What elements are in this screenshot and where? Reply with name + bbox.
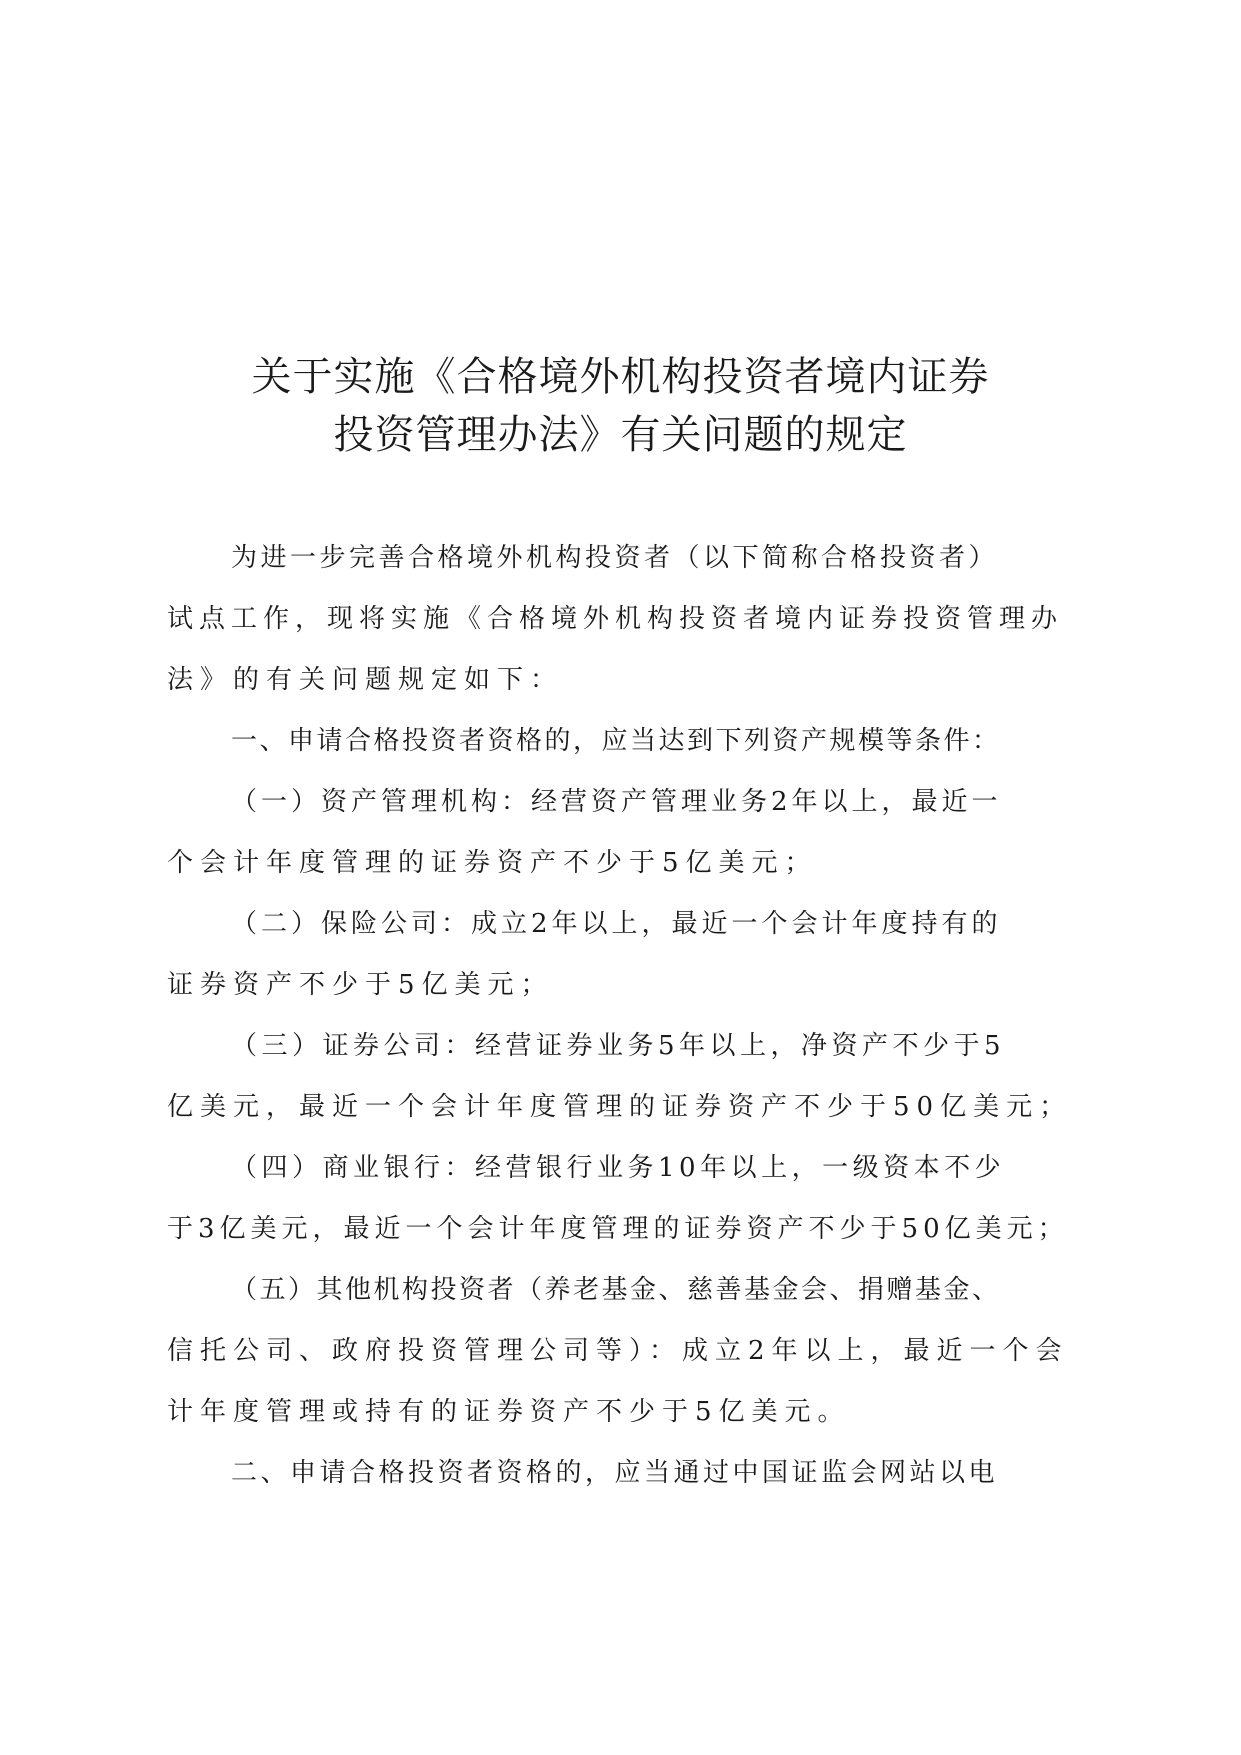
document-body: [167, 528, 1073, 1504]
body-line: 信托公司、政府投资管理公司等）：成立2年以上，最近一个会: [167, 1336, 1069, 1366]
title-line-2: 投资管理办法》有关问题的规定: [333, 412, 908, 458]
body-line: （五）其他机构投资者（养老基金、慈善基金会、捐赠基金、: [231, 1275, 1001, 1305]
body-line: 法》的有关问题规定如下：: [167, 665, 564, 695]
body-line: 亿美元，最近一个会计年度管理的证券资产不少于50亿美元；: [167, 1092, 1073, 1122]
body-line: 于3亿美元，最近一个会计年度管理的证券资产不少于50亿美元；: [167, 1214, 1069, 1244]
body-line: （三）证券公司：经营证券业务5年以上，净资产不少于5: [231, 1031, 1006, 1061]
body-line: 一、申请合格投资者资格的，应当达到下列资产规模等条件：: [231, 726, 1001, 756]
body-line: （二）保险公司：成立2年以上，最近一个会计年度持有的: [231, 909, 1002, 939]
body-line: 计年度管理或持有的证券资产不少于5亿美元。: [167, 1397, 851, 1427]
title-line-1: 关于实施《合格境外机构投资者境内证券: [251, 354, 990, 400]
body-line: 证券资产不少于5亿美元；: [167, 970, 554, 1000]
body-line: （一）资产管理机构：经营资产管理业务2年以上，最近一: [231, 787, 1002, 817]
body-line: （四）商业银行：经营银行业务10年以上，一级资本不少: [231, 1153, 1006, 1183]
body-line: 为进一步完善合格境外机构投资者（以下简称合格投资者）: [231, 543, 999, 573]
body-line: 试点工作，现将实施《合格境外机构投资者境内证券投资管理办: [167, 604, 1064, 634]
document-title: [0, 348, 1241, 464]
body-line: 个会计年度管理的证券资产不少于5亿美元；: [167, 848, 818, 878]
body-line: 二、申请合格投资者资格的，应当通过中国证监会网站以电: [231, 1458, 999, 1488]
